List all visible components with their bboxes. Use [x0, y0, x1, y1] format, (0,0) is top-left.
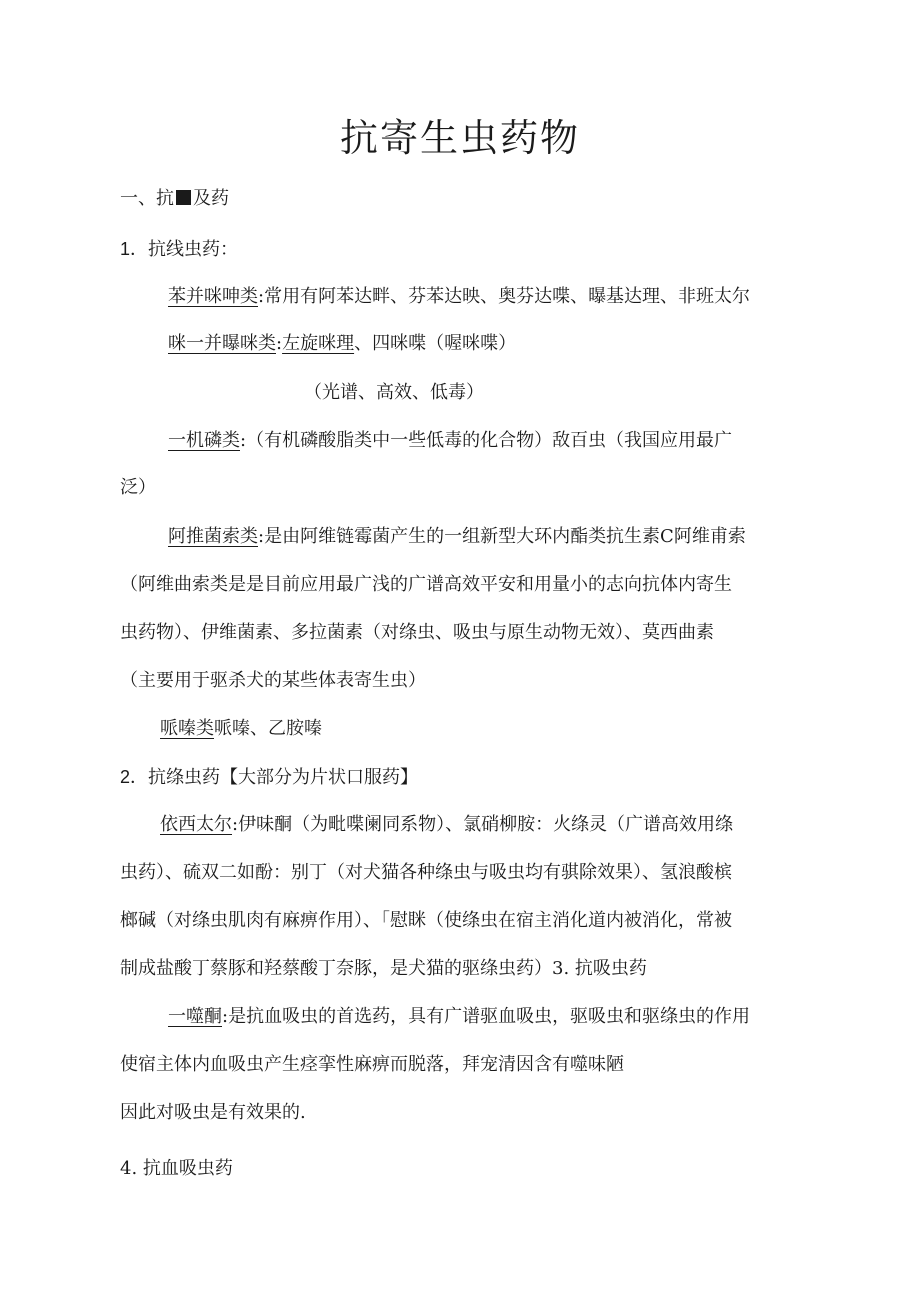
drug-class-label: 阿推菌索类 [168, 526, 258, 547]
line-text: :（有机磷酸脂类中一些低毒的化合物）敌百虫（我国应用最广 [240, 430, 733, 451]
section-heading-suffix: 及药 [193, 188, 229, 209]
paragraph-line: （主要用于驱杀犬的某些体表寄生虫） [120, 670, 426, 691]
line-text: 、四咪喋（喔咪喋） [354, 333, 517, 354]
section-heading-1 [120, 186, 229, 212]
subheading-2 [120, 764, 418, 791]
line-text: 哌嗪、乙胺嗪 [214, 718, 322, 739]
line-text: :是抗血吸虫的首选药，具有广谱驱血吸虫，驱吸虫和驱绦虫的作用 [222, 1006, 751, 1027]
paragraph-line [160, 812, 733, 838]
drug-class-label: 咪一并曝咪类 [168, 333, 276, 354]
paragraph-line: 使宿主体内血吸虫产生痉挛性麻痹而脱落，拜宠清因含有噬味陋 [120, 1054, 624, 1075]
paragraph-line [168, 1004, 750, 1030]
drug-class-label: 一机磷类 [168, 430, 240, 451]
subheading-text: ．抗线虫药： [130, 239, 239, 260]
paragraph-line: （阿维曲索类是是目前应用最广浅的广谱高效平安和用量小的志向抗体内寄生 [120, 574, 732, 595]
paragraph-line [168, 284, 750, 310]
drug-name-underlined: 左旋咪理 [282, 333, 355, 354]
subheading-number: 1 [120, 239, 131, 259]
redacted-block-icon [176, 190, 191, 205]
subheading-1 [120, 236, 238, 263]
paragraph-line [168, 428, 732, 454]
line-text: :常用有阿苯达畔、芬苯达映、奥芬达喋、曝基达理、非班太尔 [258, 286, 751, 307]
page-title: 抗寄生虫药物 [339, 116, 580, 160]
subheading-text: ．抗绦虫药【大部分为片状口服药】 [130, 767, 419, 788]
drug-class-label: 一噬酮 [168, 1006, 222, 1027]
paragraph-line [168, 331, 516, 357]
drug-class-label: 依西太尔 [160, 814, 232, 835]
paragraph-line: 因此对吸虫是有效果的. [120, 1102, 306, 1123]
paragraph-line: （光谱、高效、低毒） [304, 382, 484, 403]
line-text: : [276, 333, 283, 354]
line-text: :是由阿维链霉菌产生的一组新型大环内酯类抗生素C阿维甫索 [258, 526, 746, 547]
paragraph-line: 榔碱（对绦虫肌肉有麻痹作用）、「慰眯（使绦虫在宿主消化道内被消化，常被 [120, 910, 732, 931]
paragraph-line: 虫药）、硫双二如酚：别丁（对犬猫各种绦虫与吸虫均有骐除效果）、氢浪酸槟 [120, 862, 732, 883]
paragraph-line [168, 524, 746, 550]
section-heading-prefix: 一、抗 [120, 188, 174, 209]
drug-class-label: 苯并咪呻类 [168, 286, 258, 307]
line-text: :伊味酮（为毗喋阑同系物）、氯硝柳胺：火绦灵（广谱高效用绦 [232, 814, 734, 835]
paragraph-line: 泛） [120, 477, 156, 498]
subheading-4: 4. 抗血吸虫药 [120, 1158, 233, 1179]
paragraph-line: 制成盐酸丁蔡豚和羟蔡酸丁奈豚，是犬猫的驱绦虫药）3. 抗吸虫药 [120, 958, 647, 979]
drug-class-label: 哌嗪类 [160, 718, 214, 739]
paragraph-line: 虫药物）、伊维菌素、多拉菌素（对绦虫、吸虫与原生动物无效）、莫西曲素 [120, 622, 714, 643]
paragraph-line [160, 716, 322, 742]
subheading-number: 2 [120, 767, 131, 787]
